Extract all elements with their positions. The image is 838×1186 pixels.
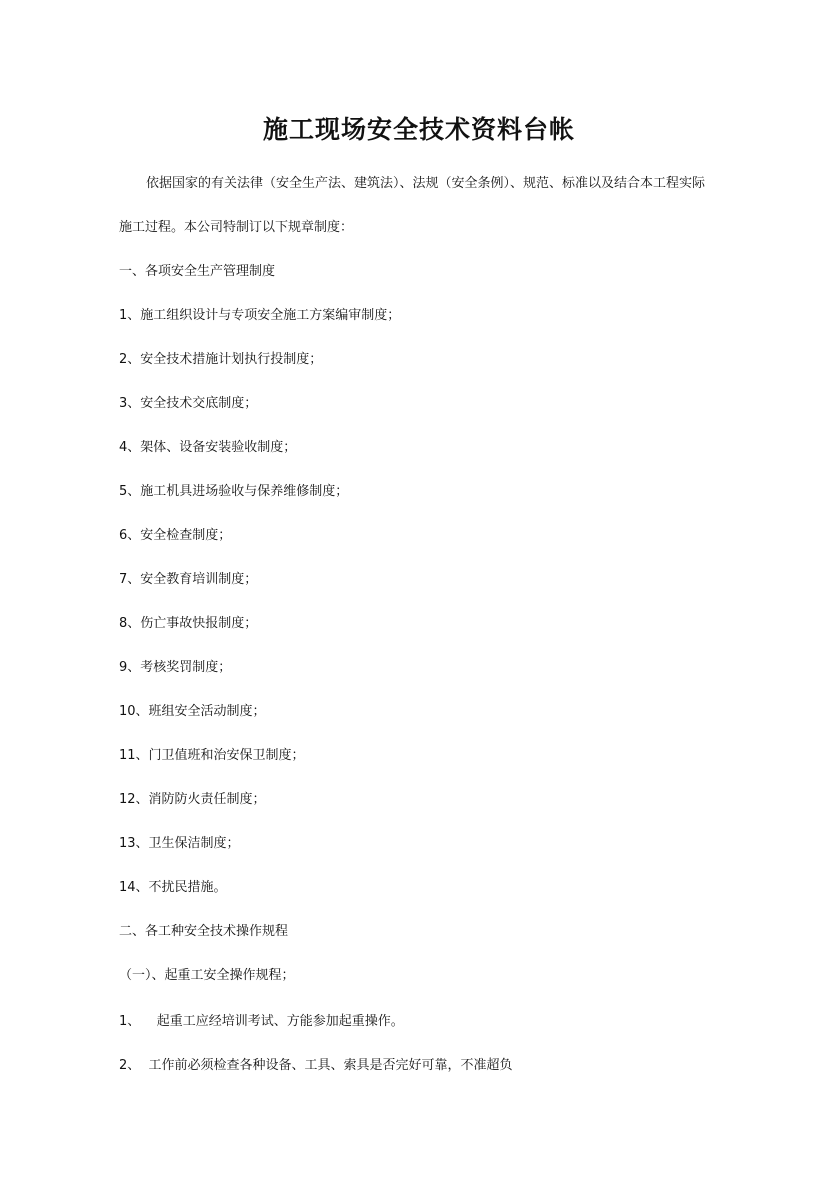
list-item: 9、考核奖罚制度； — [119, 660, 232, 675]
list-item: 8、伤亡事故快报制度； — [119, 616, 258, 631]
list-item: 4、架体、设备安装验收制度； — [119, 440, 297, 455]
list-item: 3、安全技术交底制度； — [119, 396, 258, 411]
list-item: 1、施工组织设计与专项安全施工方案编审制度； — [119, 308, 401, 323]
list-item: 2、 工作前必须检查各种设备、工具、索具是否完好可靠，不准超负 — [119, 1058, 513, 1073]
section-2-heading: 二、各工种安全技术操作规程 — [119, 924, 289, 939]
list-item: 1、 起重工应经培训考试、方能参加起重操作。 — [119, 1014, 404, 1029]
list-item: 2、安全技术措施计划执行投制度； — [119, 352, 323, 367]
list-item: 10、班组安全活动制度； — [119, 704, 266, 719]
list-item: 5、施工机具进场验收与保养维修制度； — [119, 484, 349, 499]
section-2-subheading: （一）、起重工安全操作规程； — [119, 968, 295, 983]
list-item: 7、安全教育培训制度； — [119, 572, 258, 587]
list-item: 12、消防防火责任制度； — [119, 792, 266, 807]
list-item: 13、卫生保洁制度； — [119, 836, 240, 851]
intro-line-2: 施工过程。本公司特制订以下规章制度： — [119, 220, 354, 235]
list-item: 6、安全检查制度； — [119, 528, 232, 543]
section-1-heading: 一、各项安全生产管理制度 — [119, 264, 276, 279]
list-item: 14、不扰民措施。 — [119, 880, 227, 895]
document-title: 施工现场安全技术资料台帐 — [262, 115, 575, 144]
list-item: 11、门卫值班和治安保卫制度； — [119, 748, 305, 763]
intro-line-1: 依据国家的有关法律（安全生产法、建筑法）、法规（安全条例）、规范、标准以及结合本工程实际 — [146, 176, 706, 191]
